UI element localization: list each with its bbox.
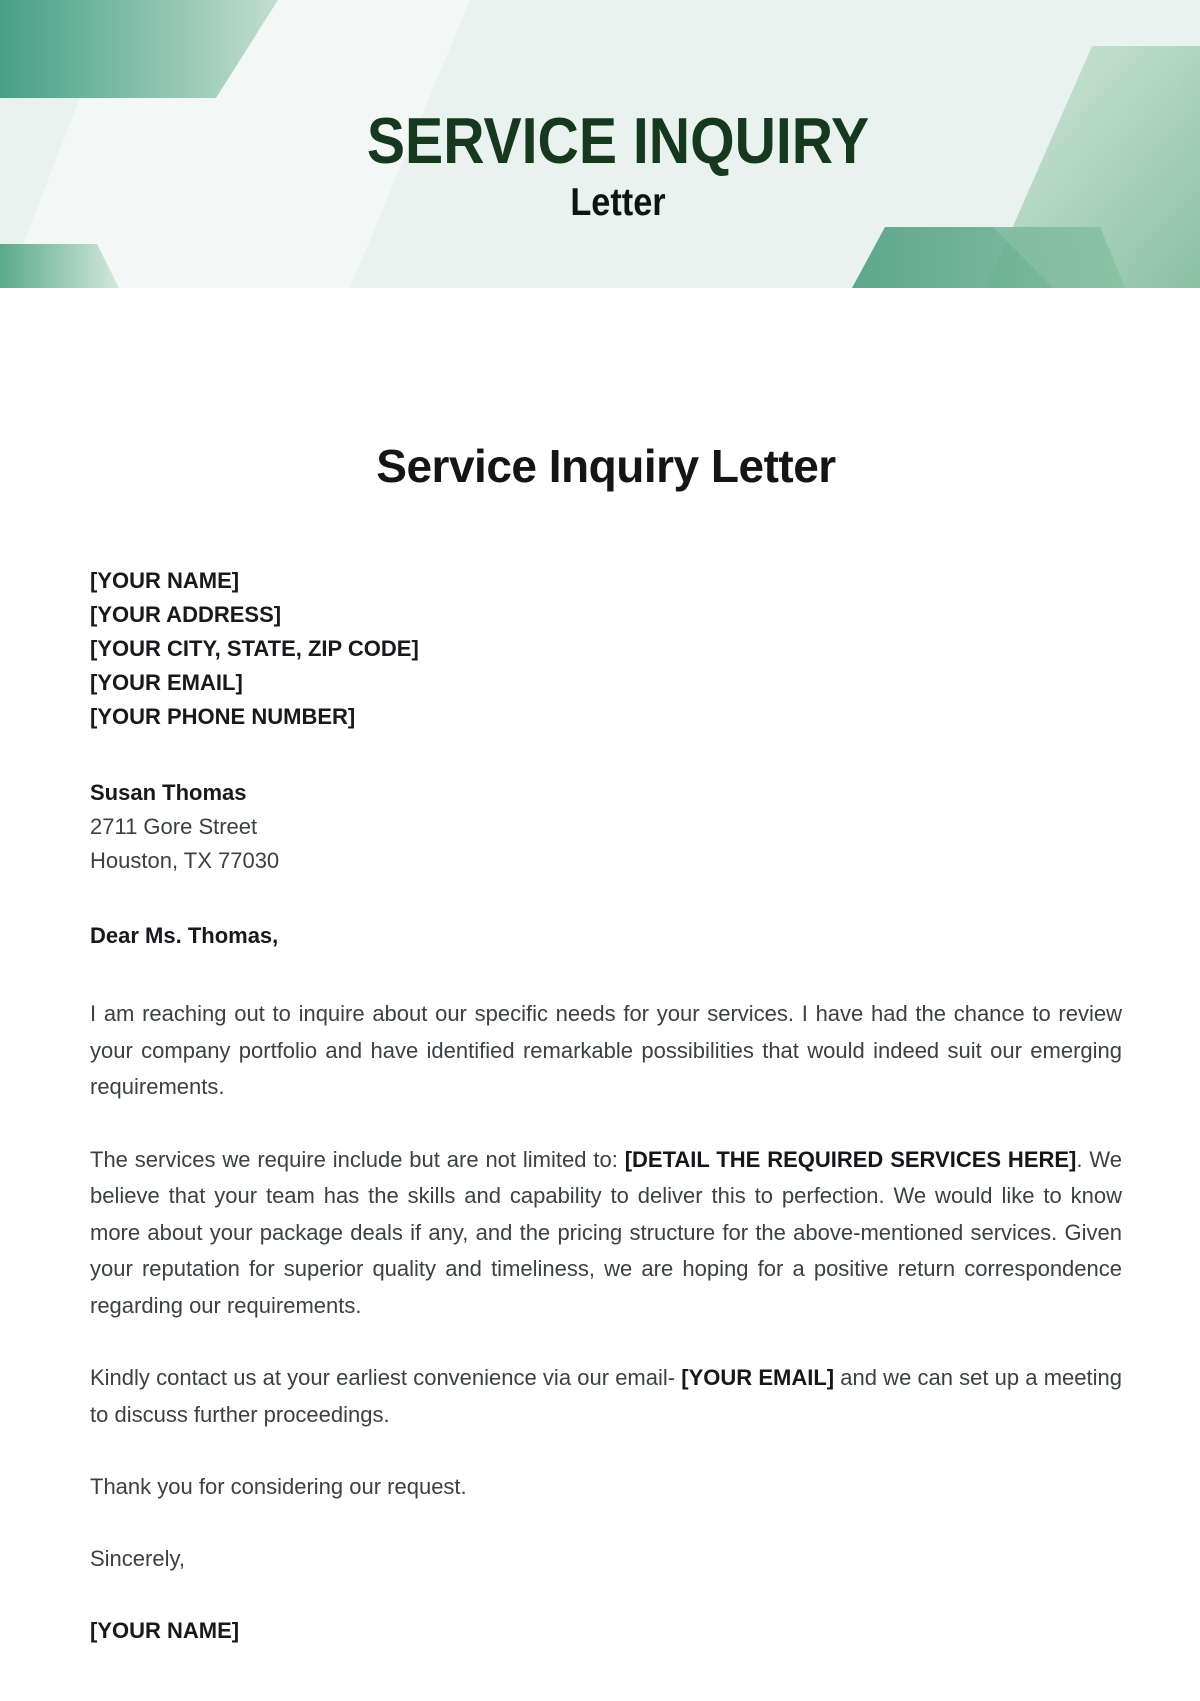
paragraph-text: I am reaching out to inquire about our specific needs for your services. I have had the chance to review your company portfolio and have identified remarkable possibilities that would indeed suit our emerging requirements. [90,1001,1122,1099]
letter-body [0,438,1200,1649]
paragraph-text: Kindly contact us at your earliest convenience via our email- [90,1365,682,1390]
placeholder-bold-text: [YOUR EMAIL] [681,1365,835,1390]
paragraph-text: and we can set up a meeting to discuss further proceedings. [90,1365,1122,1427]
sender-line: [YOUR ADDRESS] [90,602,282,627]
banner [0,0,1200,288]
paragraph-services [90,1142,1122,1325]
sender-block [90,564,1122,734]
sender-line: [YOUR EMAIL] [90,670,243,695]
recipient-name: Susan Thomas [90,780,247,805]
recipient-block [90,776,1122,878]
paragraph-contact [90,1360,1122,1433]
thanks-line: Thank you for considering our request. [90,1474,467,1499]
placeholder-bold-text: [DETAIL THE REQUIRED SERVICES HERE] [624,1146,1077,1172]
paragraph-text: The services we require include but are not limited to: [90,1146,625,1172]
banner-subtitle: Letter [570,181,666,224]
recipient-street: 2711 Gore Street [90,814,258,839]
paragraph-intro [90,996,1122,1106]
sender-line: [YOUR PHONE NUMBER] [90,704,356,729]
paragraph-text: . We believe that your team has the skills and capability to deliver this to perfection. We would like to know more about your package deals if any, and the pricing structure for the above-mentioned services. Given your reputation for superior quality and timeliness, we are hoping for a positive return correspondence regarding our requirements. [90,1146,1122,1318]
signature-name: [YOUR NAME] [90,1618,240,1643]
sender-line: [YOUR CITY, STATE, ZIP CODE] [90,636,419,661]
signoff-line: Sincerely, [90,1546,185,1571]
salutation: Dear Ms. Thomas, [90,923,279,948]
sender-line: [YOUR NAME] [90,568,240,593]
recipient-city: Houston, TX 77030 [90,848,280,873]
banner-title: SERVICE INQUIRY [366,104,870,177]
letter-title: Service Inquiry Letter [376,440,836,492]
